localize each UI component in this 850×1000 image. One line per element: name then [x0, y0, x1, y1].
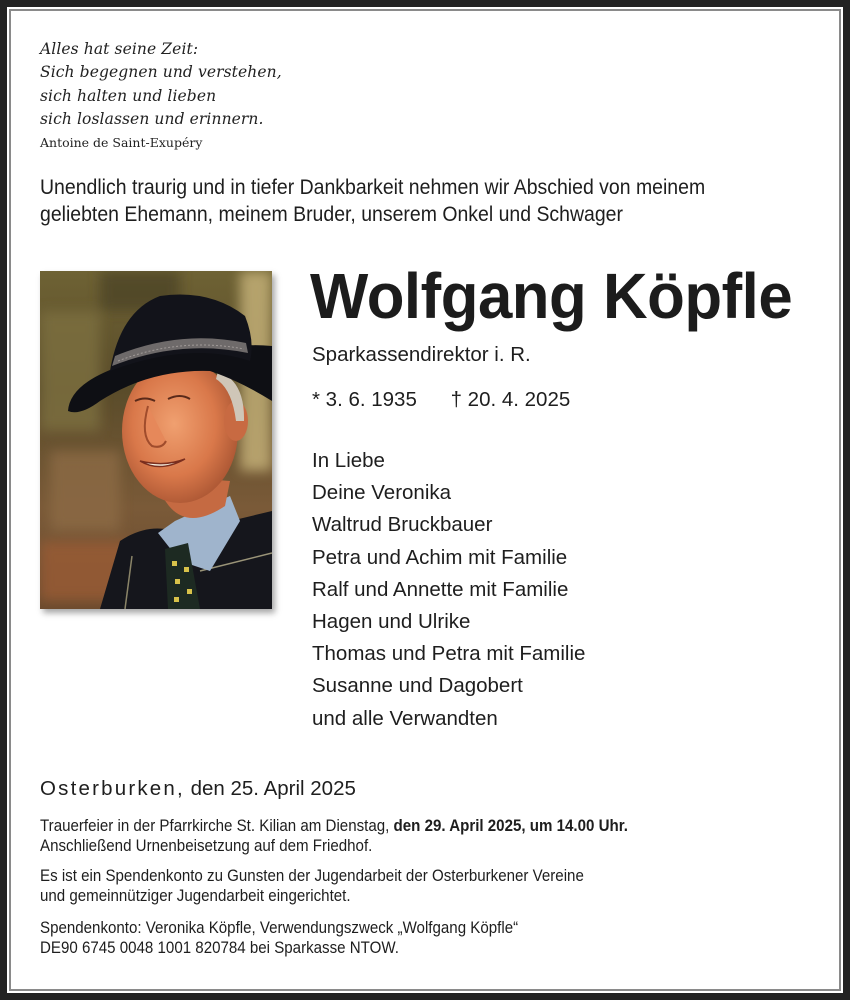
deceased-title: Sparkassendirektor i. R.: [312, 343, 531, 366]
mourner-item: Waltrud Bruckbauer: [312, 513, 493, 537]
donation-account: [40, 918, 518, 958]
mourner-item: Hagen und Ulrike: [312, 610, 471, 634]
donation-account-line: Spendenkonto: Veronika Köpfle, Verwendungszweck „Wolfgang Köpfle“: [40, 919, 519, 937]
service-text: Trauerfeier in der Pfarrkirche St. Kilian am Dienstag,: [40, 817, 394, 835]
life-dates: [312, 386, 570, 414]
mourner-item: und alle Verwandten: [312, 706, 498, 730]
quote-line: sich loslassen und erinnern.: [40, 109, 264, 128]
place-date: [40, 776, 356, 802]
donation-note-line: Es ist ein Spendenkonto zu Gunsten der Jugendarbeit der Osterburkener Vereine: [40, 867, 584, 885]
mourner-item: Petra und Achim mit Familie: [312, 545, 568, 569]
notice-date: den 25. April 2025: [184, 777, 356, 800]
quote-line: Alles hat seine Zeit:: [40, 40, 199, 58]
quote-line: sich halten und lieben: [40, 86, 217, 105]
service-line: [40, 816, 628, 836]
intro-text: [40, 174, 705, 227]
place-name: Osterburken,: [40, 777, 185, 800]
mourner-item: Ralf und Annette mit Familie: [312, 577, 569, 601]
funeral-service-info: [40, 816, 628, 856]
birth-date: * 3. 6. 1935: [312, 388, 417, 411]
iban-line: DE90 6745 0048 1001 820784 bei Sparkasse NTOW.: [40, 939, 399, 957]
mourner-item: Deine Veronika: [312, 481, 452, 505]
mourner-item: Thomas und Petra mit Familie: [312, 642, 586, 666]
deceased-name: Wolfgang Köpfle: [310, 260, 793, 332]
portrait-photo: [40, 271, 272, 609]
death-date: † 20. 4. 2025: [450, 388, 571, 411]
donation-note: [40, 866, 584, 906]
burial-line: Anschließend Urnenbeisetzung auf dem Friedhof.: [40, 837, 373, 855]
donation-note-line: und gemeinnütziger Jugendarbeit eingerichtet.: [40, 887, 351, 905]
mourner-item: In Liebe: [312, 449, 385, 472]
service-datetime: den 29. April 2025, um 14.00 Uhr.: [393, 817, 628, 835]
quote-line: Sich begegnen und verstehen,: [40, 63, 282, 82]
mourner-item: Susanne und Dagobert: [312, 674, 523, 698]
portrait-image: [40, 271, 272, 609]
intro-line: Unendlich traurig und in tiefer Dankbarkeit nehmen wir Abschied von meinem: [40, 175, 706, 199]
intro-line: geliebten Ehemann, meinem Bruder, unserem Onkel und Schwager: [40, 201, 623, 226]
quote-author: Antoine de Saint-Exupéry: [40, 135, 203, 150]
quote-block: [40, 38, 282, 131]
mourners-list: [312, 445, 585, 735]
